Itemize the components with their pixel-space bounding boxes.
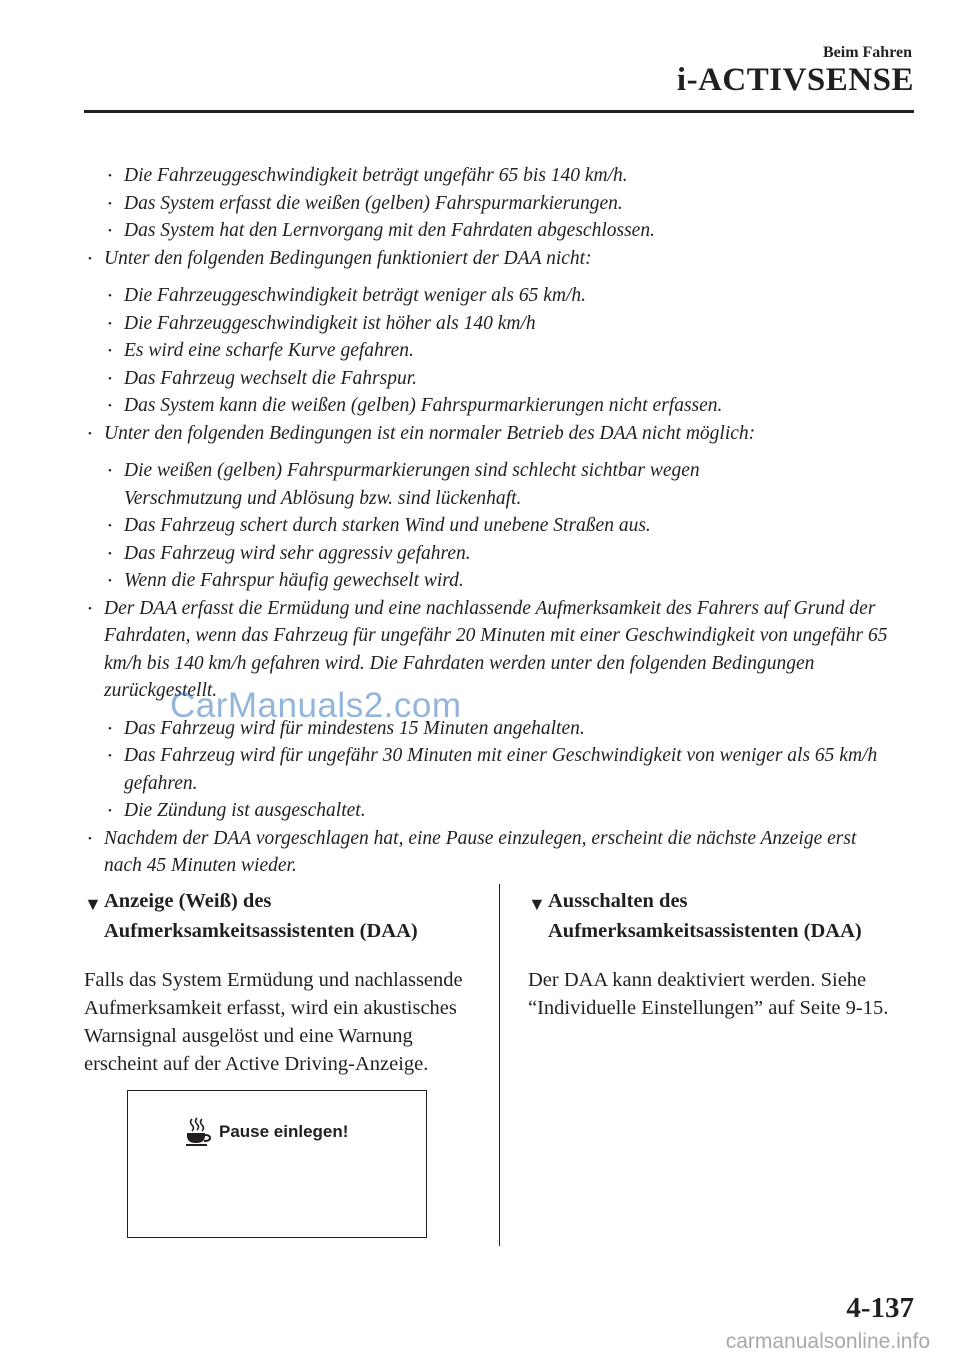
display-message-text: Pause einlegen! [219,1122,349,1141]
triangle-marker-icon: ▼ [528,894,546,914]
section-heading [528,886,918,946]
note-item: • Das Fahrzeug wird sehr aggressiv gefahren. [84,540,914,568]
note-item: • Wenn die Fahrspur häufig gewechselt wird. [84,567,914,595]
note-item: • Das Fahrzeug schert durch starken Wind und unebene Straßen aus. [84,512,914,540]
notes-list [84,162,914,880]
section-body: Der DAA kann deaktiviert werden. Siehe “Individuelle Einstellungen” auf Seite 9-15. [528,969,889,1019]
page-number: 4-137 [846,1292,914,1324]
note-item: • Das Fahrzeug wird für ungefähr 30 Minuten mit einer Geschwindigkeit von weniger als 65 km/h gefahren. [84,742,954,797]
footer-site-link[interactable]: carmanualsonline.info [725,1330,930,1353]
header-rule [84,110,914,113]
note-item: • Die weißen (gelben) Fahrspurmarkierungen sind schlecht sichtbar wegen Verschmutzung und Ablösung bzw. sind lückenhaft. [84,457,804,512]
note-item: • Das System kann die weißen (gelben) Fahrspurmarkierungen nicht erfassen. [84,392,914,420]
note-item: • Die Fahrzeuggeschwindigkeit beträgt weniger als 65 km/h. [84,282,914,310]
section-heading-text: Anzeige (Weiß) des Aufmerksamkeitsassistenten (DAA) [104,890,418,942]
left-column [84,886,479,1078]
column-divider [499,884,500,1246]
note-item: • Das Fahrzeug wird für mindestens 15 Minuten angehalten. [84,715,914,743]
right-column [528,886,918,1022]
note-item: • Die Fahrzeuggeschwindigkeit beträgt ungefähr 65 bis 140 km/h. [84,162,914,190]
chapter-title: i-ACTIVSENSE [676,62,914,98]
note-item: • Es wird eine scharfe Kurve gefahren. [84,337,914,365]
section-heading [84,886,479,946]
note-item: • Das System hat den Lernvorgang mit den Fahrdaten abgeschlossen. [84,217,914,245]
section-label: Beim Fahren [822,44,912,61]
triangle-marker-icon: ▼ [84,894,102,914]
watermark: CarManuals2.com [170,686,462,725]
note-item: • Der DAA erfasst die Ermüdung und eine nachlassende Aufmerksamkeit des Fahrers auf Grund der Fahrdaten, wenn das Fahrzeug für ungefähr 20 Minuten mit einer Geschwindigkeit von ungefähr 65 km/h bis 140 km/h gefahren wird. Die Fahrdaten werden unter den folgenden Bedingungen zurückgestellt. [84,595,914,705]
display-message [185,1117,348,1147]
note-item: • Unter den folgenden Bedingungen funktioniert der DAA nicht: [84,245,914,273]
note-item: • Die Fahrzeuggeschwindigkeit ist höher als 140 km/h [84,310,914,338]
section-heading-text: Ausschalten des Aufmerksamkeitsassistenten (DAA) [548,890,862,942]
note-item: • Nachdem der DAA vorgeschlagen hat, eine Pause einzulegen, erscheint die nächste Anzeige erst nach 45 Minuten wieder. [84,825,894,880]
note-item: • Die Zündung ist ausgeschaltet. [84,797,914,825]
note-item: • Das Fahrzeug wechselt die Fahrspur. [84,365,914,393]
coffee-cup-icon [185,1117,211,1147]
note-item: • Das System erfasst die weißen (gelben) Fahrspurmarkierungen. [84,190,914,218]
active-driving-display [127,1090,427,1238]
section-body: Falls das System Ermüdung und nachlassende Aufmerksamkeit erfasst, wird ein akustisches Warnsignal ausgelöst und eine Warnung erscheint auf der Active Driving-Anzeige. [84,969,463,1075]
note-item: • Unter den folgenden Bedingungen ist ein normaler Betrieb des DAA nicht möglich: [84,420,914,448]
